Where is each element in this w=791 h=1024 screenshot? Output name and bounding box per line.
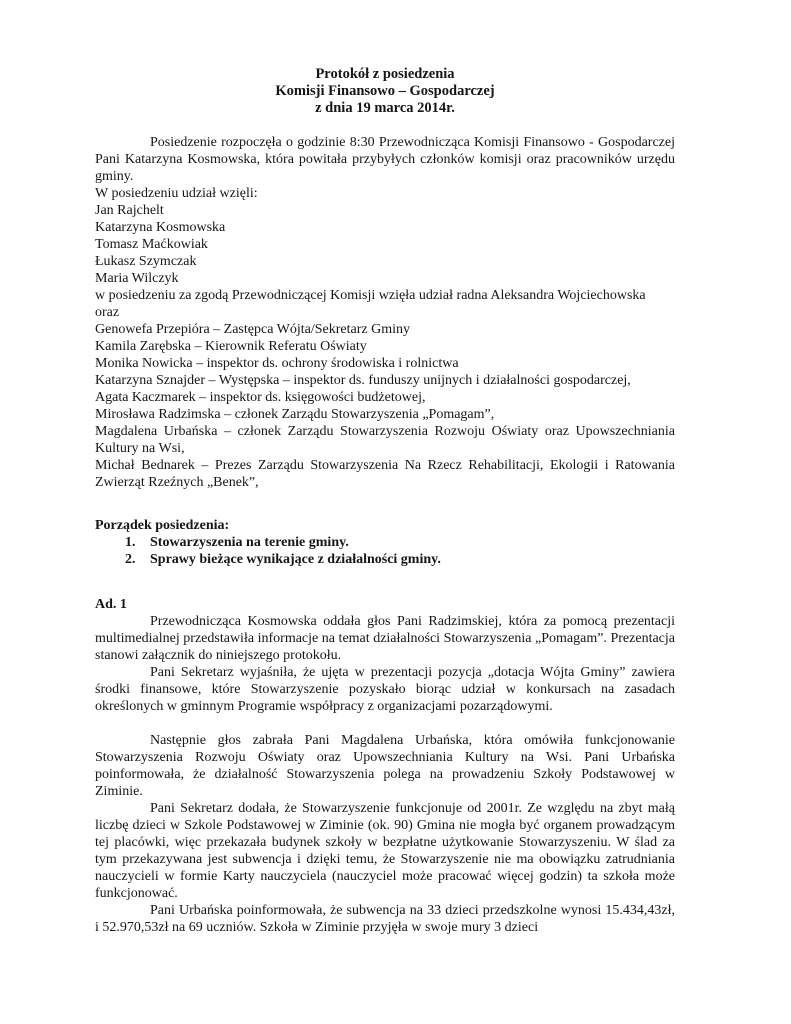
document-title xyxy=(95,66,675,117)
attendee-line: Jan Rajchelt xyxy=(95,203,164,218)
attendee-line: Katarzyna Sznajder – Występska – inspektor ds. funduszy unijnych i działalności gospodarczej, xyxy=(95,373,631,388)
attendee-line: Genowefa Przepióra – Zastępca Wójta/Sekretarz Gminy xyxy=(95,322,410,337)
agenda-item xyxy=(95,534,675,551)
title-line-3: z dnia 19 marca 2014r. xyxy=(315,100,455,116)
agenda-heading: Porządek posiedzenia: xyxy=(95,518,230,533)
agenda-item-number: 1. xyxy=(125,535,136,550)
attendee-line: Agata Kaczmarek – inspektor ds. księgowości budżetowej, xyxy=(95,390,426,405)
body-paragraph: Pani Urbańska poinformowała, że subwencja na 33 dzieci przedszkolne wynosi 15.434,43zł, i 52.970,53zł na 69 uczniów. Szkoła w Ziminie przyjęła w swoje mury 3 dzieci xyxy=(95,903,675,935)
agenda-item xyxy=(95,551,675,568)
attendee-line: oraz xyxy=(95,305,120,320)
attendee-line: Łukasz Szymczak xyxy=(95,254,197,269)
attendee-line: Maria Wilczyk xyxy=(95,271,179,286)
agenda-item-text: Stowarzyszenia na terenie gminy. xyxy=(150,535,349,550)
intro-paragraph: Posiedzenie rozpoczęła o godzinie 8:30 Przewodnicząca Komisji Finansowo - Gospodarczej Pani Katarzyna Kosmowska, która powitała przybyłych członków komisji oraz pracowników urzędu gminy. xyxy=(95,135,675,184)
attendees-heading: W posiedzeniu udział wzięli: xyxy=(95,186,258,201)
section-heading-ad1: Ad. 1 xyxy=(95,597,127,612)
body-paragraph: Pani Sekretarz wyjaśniła, że ujęta w prezentacji pozycja „dotacja Wójta Gminy” zawiera środki finansowe, które Stowarzyszenie pozyskało biorąc udział w konkursach na zasadach określonych w gminnym Programie współpracy z organizacjami pozarządowymi. xyxy=(95,665,675,714)
attendee-line: Kamila Zarębska – Kierownik Referatu Oświaty xyxy=(95,339,367,354)
title-line-1: Protokół z posiedzenia xyxy=(315,66,455,82)
body-paragraph: Pani Sekretarz dodała, że Stowarzyszenie funkcjonuje od 2001r. Ze względu na zbyt małą liczbę dzieci w Szkole Podstawowej w Ziminie (ok. 90) Gmina nie mogła być organem prowadzącym tej placówki, więc przekazała budynek szkoły w bezpłatne użytkowanie Stowarzyszeniu. W ślad za tym przekazywana jest subwencja i dzięki temu, że Stowarzyszenie nie ma obowiązku zatrudniania nauczycieli w formie Karty nauczyciela (nauczyciel może pracować więcej godzin) ta szkoła może funkcjonować. xyxy=(95,801,675,901)
attendee-line: Katarzyna Kosmowska xyxy=(95,220,226,235)
title-line-2: Komisji Finansowo – Gospodarczej xyxy=(275,83,495,99)
attendee-line: w posiedzeniu za zgodą Przewodniczącej Komisji wzięła udział radna Aleksandra Wojciechowska xyxy=(95,288,646,303)
attendee-line: Michał Bednarek – Prezes Zarządu Stowarzyszenia Na Rzecz Rehabilitacji, Ekologii i Ratowania Zwierząt Rzeźnych „Benek”, xyxy=(95,458,675,490)
body-paragraph: Następnie głos zabrała Pani Magdalena Urbańska, która omówiła funkcjonowanie Stowarzyszenia Rozwoju Oświaty oraz Upowszechniania Kultury na Wsi. Pani Urbańska poinformowała, że działalność Stowarzyszenia polega na prowadzeniu Szkoły Podstawowej w Ziminie. xyxy=(95,733,675,799)
agenda-item-number: 2. xyxy=(125,552,136,567)
attendee-line: Tomasz Maćkowiak xyxy=(95,237,208,252)
body-paragraph: Przewodnicząca Kosmowska oddała głos Pani Radzimskiej, która za pomocą prezentacji multimedialnej przedstawiła informacje na temat działalności Stowarzyszenia „Pomagam”. Prezentacja stanowi załącznik do niniejszego protokołu. xyxy=(95,614,675,663)
attendee-line: Magdalena Urbańska – członek Zarządu Stowarzyszenia Rozwoju Oświaty oraz Upowszechniania Kultury na Wsi, xyxy=(95,424,675,456)
spacer xyxy=(95,117,675,134)
attendee-line: Monika Nowicka – inspektor ds. ochrony środowiska i rolnictwa xyxy=(95,356,459,371)
agenda-item-text: Sprawy bieżące wynikające z działalności gminy. xyxy=(150,552,441,567)
attendee-line: Mirosława Radzimska – członek Zarządu Stowarzyszenia „Pomagam”, xyxy=(95,407,495,422)
